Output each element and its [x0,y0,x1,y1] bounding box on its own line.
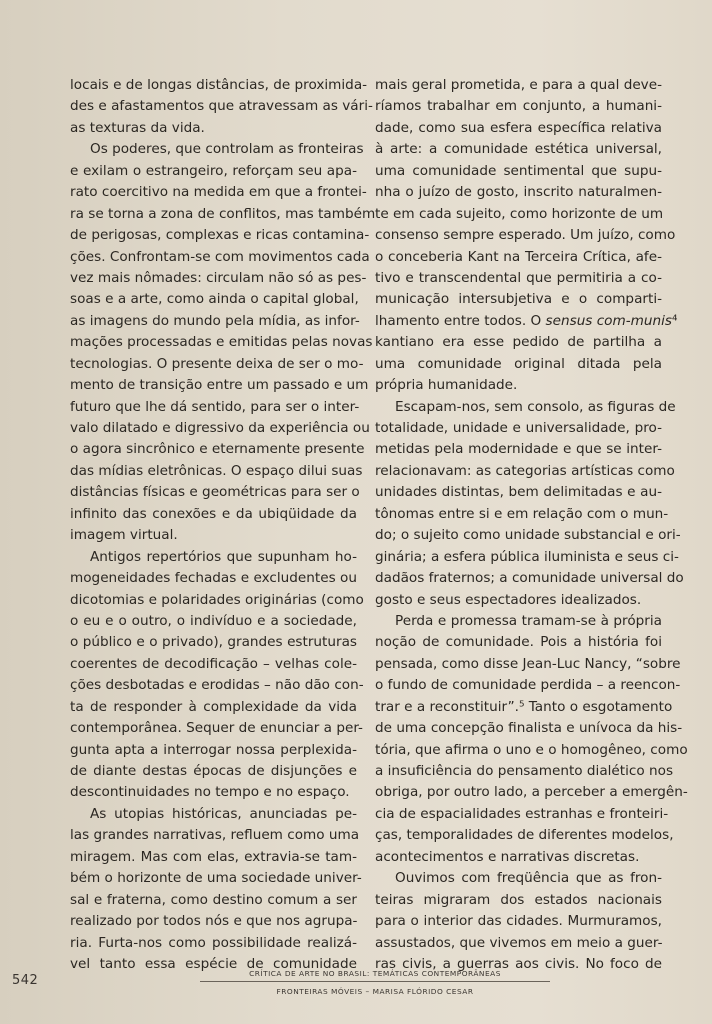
text-line: sal e fraterna, como destino comum a ser [70,891,357,908]
text-line: las grandes narrativas, refluem como uma [70,827,360,844]
chapter-author: FRONTEIRAS MÓVEIS – MARISA FLÓRIDO CESAR [276,987,474,996]
text-line: tecnologias. O presente deixa de ser o mo- [70,355,364,372]
text-line: gunta apta a interrogar nossa perplexida- [70,741,357,758]
text-line: rato coercitivo na medida em que a frontei- [70,184,367,201]
text-line: e exilam o estrangeiro, reforçam seu apa- [70,162,357,179]
text-line: contemporânea. Sequer de enunciar a per- [70,720,363,737]
text-line: descontinuidades no tempo e no espaço. [70,784,350,801]
text-line: metidas pela modernidade e que se inter- [375,441,662,458]
text-line: das mídias eletrônicas. O espaço dilui suas [70,462,363,479]
text-line: teiras migraram dos estados nacionais [375,891,662,908]
text-line: infinito das conexões e da ubiqüidade da [70,505,357,522]
text-line: tônomas entre si e em relação com o mun- [375,505,669,522]
right-column [375,75,688,975]
text-line: ças, temporalidades de diferentes modelos, [375,827,674,844]
text-line: futuro que lhe dá sentido, para ser o inter- [70,398,360,415]
text-line: pensada, como disse Jean-Luc Nancy, “sobre [375,655,681,672]
text-line: tivo e transcendental que permitiria a co- [375,269,662,286]
text-line: o público e o privado), grandes estruturas [70,634,357,651]
text-line: ta de responder à complexidade da vida [70,698,357,715]
text-line: lhamento entre todos. O sensus com-munis⁴ [375,312,678,329]
text-line: des e afastamentos que atravessam as vári- [70,98,373,115]
text-line: Ouvimos com freqüência que as fron- [395,870,662,887]
text-line: ções. Confrontam-se com movimentos cada [70,248,370,265]
text-line: miragem. Mas com elas, extravia-se tam- [70,848,357,865]
book-title: CRÍTICA DE ARTE NO BRASIL: TEMÁTICAS CONTEMPORÂNEAS [200,969,550,982]
text-line: ra se torna a zona de conflitos, mas também [70,205,376,222]
text-line: unidades distintas, bem delimitadas e au- [375,484,662,501]
text-line: dicotomias e polaridades originárias (como [70,591,364,608]
text-line: de uma concepção finalista e unívoca da his- [375,720,683,737]
text-line: para o interior das cidades. Murmuramos, [375,913,662,930]
text-line: totalidade, unidade e universalidade, pro- [375,420,662,436]
text-line: ginária; a esfera pública iluminista e seus ci- [375,548,679,565]
text-line: realizado por todos nós e que nos agrupa- [70,913,358,930]
text-line: as imagens do mundo pela mídia, as infor- [70,312,360,329]
text-line: trar e a reconstituir”.⁵ Tanto o esgotamento [375,698,673,715]
text-line: kantiano era esse pedido de partilha a [375,334,662,351]
text-line: noção de comunidade. Pois a história foi [375,634,662,651]
text-line: do; o sujeito como unidade substancial e ori- [375,527,681,544]
text-line: relacionavam: as categorias artísticas como [375,462,675,479]
text-line: gosto e seus espectadores idealizados. [375,591,642,608]
text-line: ríamos trabalhar em conjunto, a humani- [375,98,662,115]
text-line: mento de transição entre um passado e um [70,377,369,394]
text-line: obriga, por outro lado, a perceber a emergên- [375,784,688,801]
text-line: nha o juízo de gosto, inscrito naturalmen- [375,184,662,201]
text-line: própria humanidade. [375,377,518,394]
text-line: dade, como sua esfera específica relativa [375,119,662,136]
text-line: imagem virtual. [70,527,178,544]
text-line: dadãos fraternos; a comunidade universal do [375,570,684,587]
text-line: ras civis, a guerras aos civis. No foco de [375,955,662,972]
text-line: distâncias físicas e geométricas para ser o [70,484,360,501]
text-line: As utopias históricas, anunciadas pe- [90,805,357,822]
text-line: acontecimentos e narrativas discretas. [375,848,640,865]
text-line: Perda e promessa tramam-se à própria [395,612,662,629]
left-column [70,75,376,975]
text-line: mais geral prometida, e para a qual deve- [375,77,662,93]
running-footer [200,969,550,996]
text-line: o eu e o outro, o indivíduo e a sociedade, [70,612,357,629]
text-line: valo dilatado e digressivo da experiência ou [70,420,370,436]
text-line: o fundo de comunidade perdida – a reencon- [375,677,681,694]
text-line: as texturas da vida. [70,119,205,136]
text-line: assustados, que vivemos em meio a guer- [375,934,663,951]
text-line: ções desbotadas e erodidas – não dão con- [70,677,364,694]
page-number: 542 [12,973,39,988]
text-line: coerentes de decodificação – velhas cole- [70,655,357,672]
text-line: mações processadas e emitidas pelas novas [70,334,373,351]
text-line: tória, que afirma o uno e o homogêneo, como [375,741,688,758]
text-line: uma comunidade original ditada pela [375,355,662,372]
text-line: o agora sincrônico e eternamente presente [70,441,365,458]
text-line: consenso sempre esperado. Um juízo, como [375,227,676,244]
text-line: a insuficiência do pensamento dialético nos [375,763,674,779]
text-line: Escapam-nos, sem consolo, as figuras de [395,398,676,415]
text-line: de diante destas épocas de disjunções e [70,763,357,779]
text-line: te em cada sujeito, como horizonte de um [375,205,664,222]
text-line: vel tanto essa espécie de comunidade [70,955,357,972]
text-line: de perigosas, complexas e ricas contamina- [70,227,370,244]
text-line: Antigos repertórios que supunham ho- [90,548,357,565]
text-line: uma comunidade sentimental que supu- [375,162,662,179]
text-line: municação intersubjetiva e o comparti- [375,291,662,308]
text-line: à arte: a comunidade estética universal, [375,141,662,158]
text-line: ria. Furta-nos como possibilidade realizá- [70,934,357,951]
text-line: mogeneidades fechadas e excludentes ou [70,570,357,587]
text-line: cia de espacialidades estranhas e fronteiri- [375,805,669,822]
text-line: vez mais nômades: circulam não só as pes- [70,269,367,286]
text-line: soas e a arte, como ainda o capital global, [70,291,359,308]
text-line: bém o horizonte de uma sociedade univer- [70,870,362,887]
text-line: o conceberia Kant na Terceira Crítica, afe- [375,248,662,265]
text-line: Os poderes, que controlam as fronteiras [90,141,364,158]
text-line: locais e de longas distâncias, de proximida- [70,77,368,93]
